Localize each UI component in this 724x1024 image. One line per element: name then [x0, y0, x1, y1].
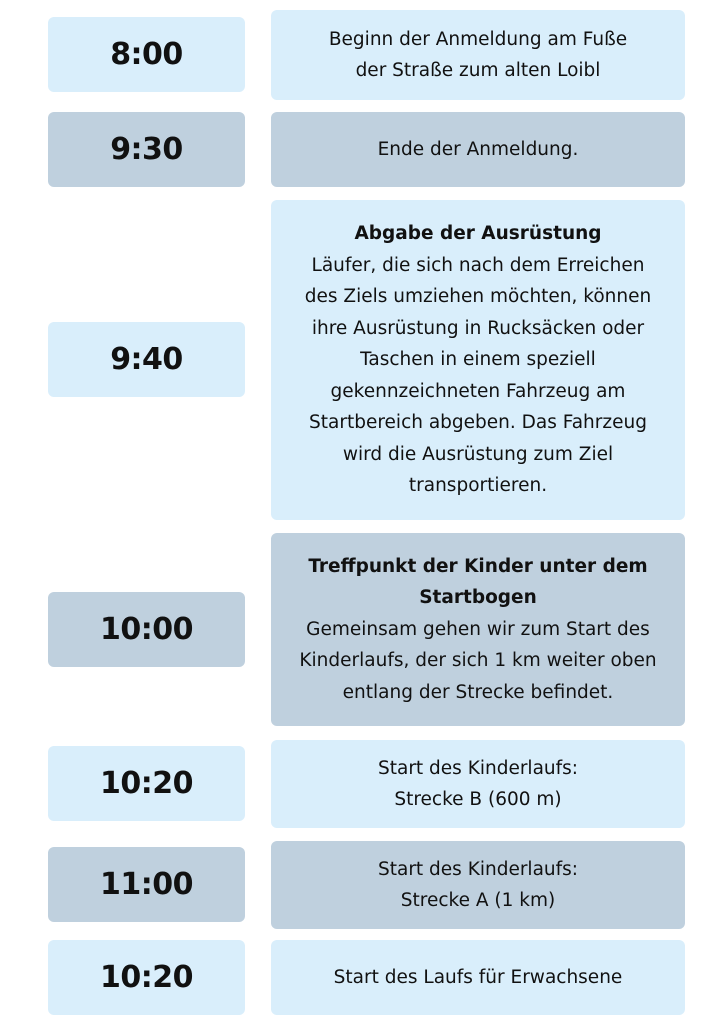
event-description-box [271, 10, 685, 100]
event-title: Abgabe der Ausrüstung [354, 223, 602, 245]
event-description-box [271, 533, 685, 726]
event-text: Start des Laufs für Erwachsene [333, 966, 623, 988]
time-slot-box [48, 17, 245, 92]
time-slot-box [48, 322, 245, 397]
event-text: Beginn der Anmeldung am Fuße der Straße zum alten Loibl [328, 28, 628, 81]
time-label: 10:00 [100, 612, 193, 647]
event-description-box [271, 200, 685, 520]
time-slot-box [48, 592, 245, 667]
event-text: Start des Kinderlaufs: Strecke A (1 km) [377, 858, 579, 911]
time-slot-box [48, 847, 245, 922]
event-description-box [271, 940, 685, 1015]
time-label: 9:40 [110, 342, 183, 377]
event-title: Treffpunkt der Kinder unter dem Startbogen [308, 555, 648, 609]
time-slot-box [48, 940, 245, 1015]
event-description-box [271, 841, 685, 929]
event-text: Läufer, die sich nach dem Erreichen des Ziels umziehen möchten, können ihre Ausrüstung in Rucksäcken oder Taschen in einem speziell gekennzeichneten Fahrzeug am Startbereich abgeben. Das Fahrzeug wird die Ausrüstung zum Ziel transportieren. [304, 254, 652, 497]
event-text: Ende der Anmeldung. [377, 138, 579, 160]
event-description-box [271, 740, 685, 828]
time-label: 9:30 [110, 132, 183, 167]
time-slot-box [48, 746, 245, 821]
time-label: 8:00 [110, 37, 183, 72]
time-label: 10:20 [100, 960, 193, 995]
event-description-box [271, 112, 685, 187]
time-label: 11:00 [100, 867, 193, 902]
time-slot-box [48, 112, 245, 187]
event-text: Start des Kinderlaufs: Strecke B (600 m) [377, 757, 579, 810]
event-text: Gemeinsam gehen wir zum Start des Kinderlaufs, der sich 1 km weiter oben entlang der Strecke befindet. [299, 618, 657, 703]
time-label: 10:20 [100, 766, 193, 801]
